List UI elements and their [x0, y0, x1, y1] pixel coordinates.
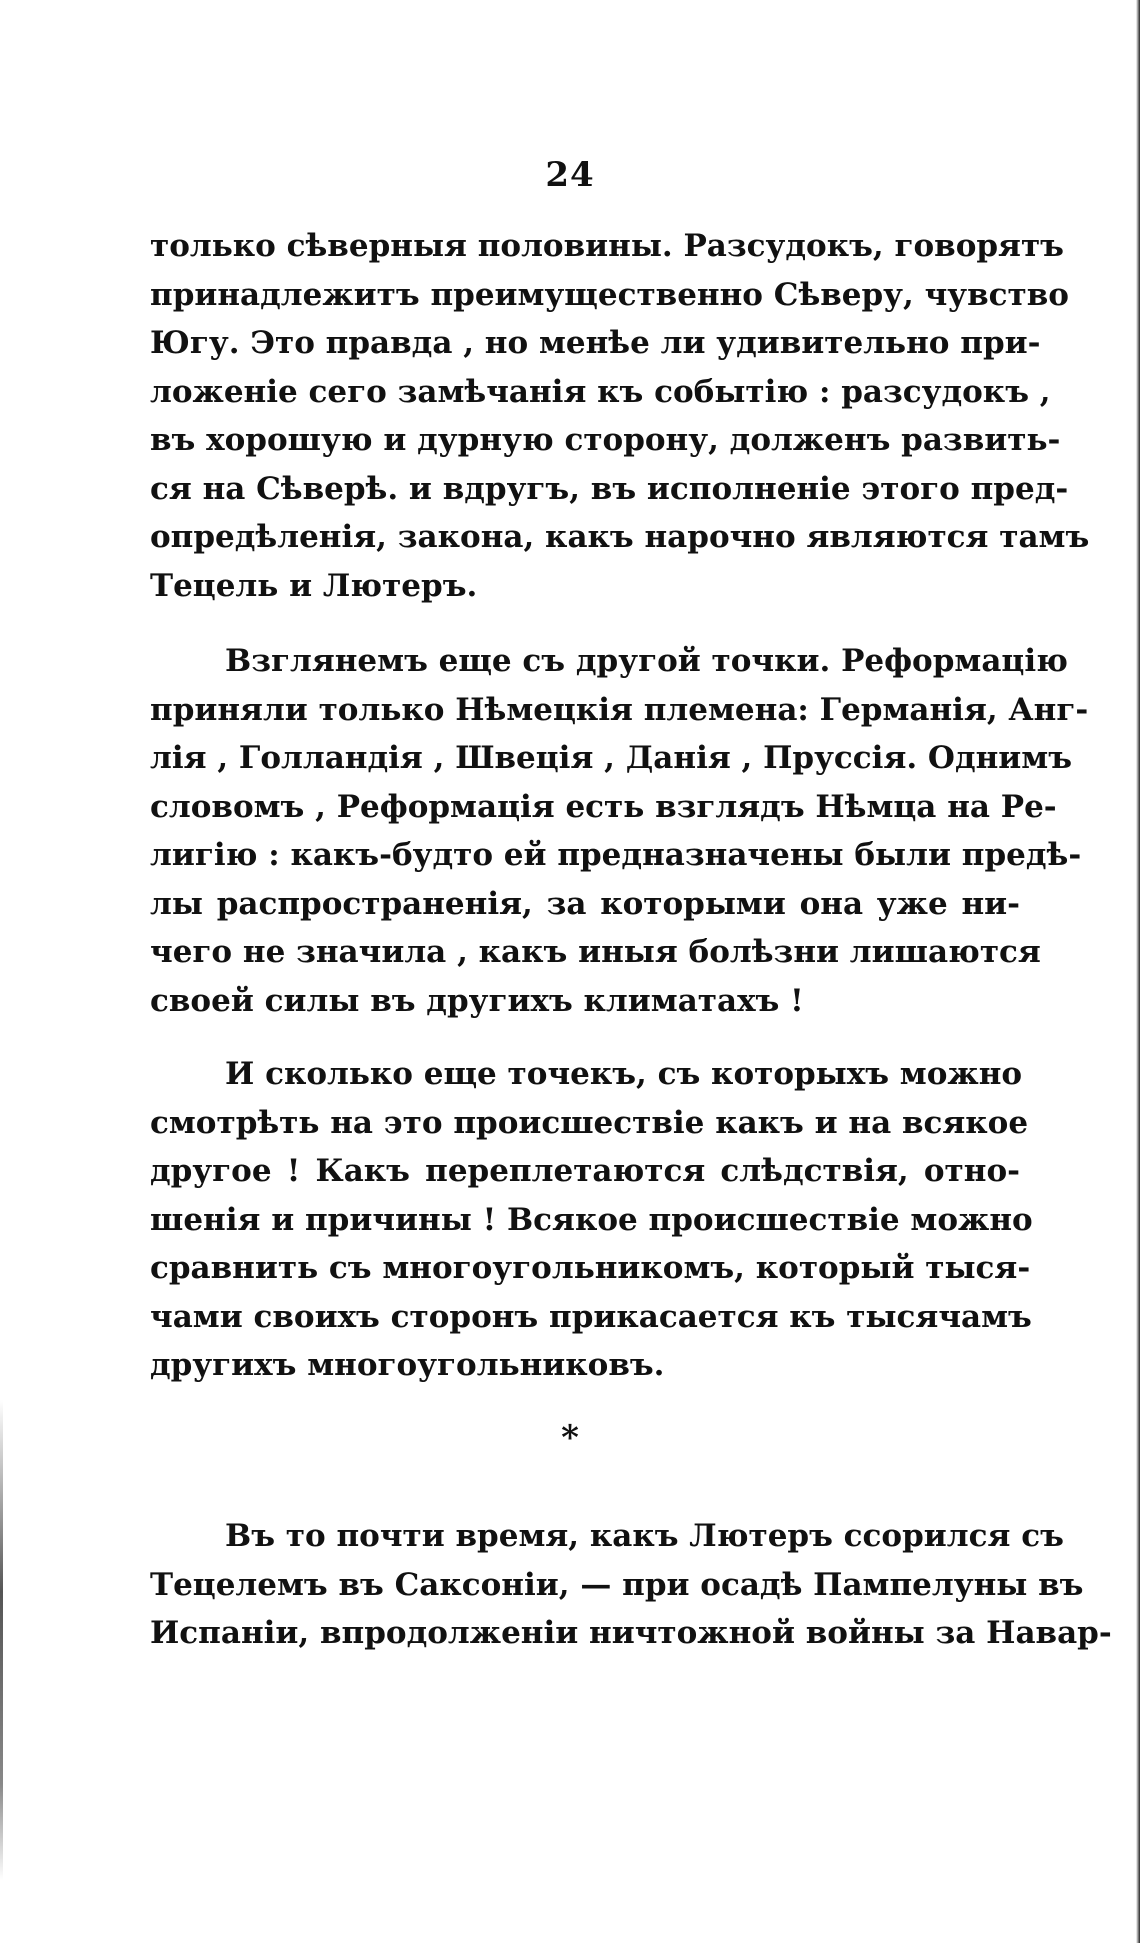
text-line: только сѣверныя половины. Разсудокъ, говорятъ: [150, 228, 1064, 264]
paragraph-2: [150, 637, 1089, 1025]
text-line: словомъ , Реформація есть взглядъ Нѣмца на Ре-: [150, 788, 1057, 825]
text-line: Тецелемъ въ Саксоніи, — при осадѣ Пампелуны въ: [150, 1566, 1084, 1603]
page-number: 24: [545, 155, 595, 195]
text-line: Испаніи, впродолженіи ничтожной войны за Навар-: [150, 1615, 1112, 1651]
paragraph-4: [150, 1512, 1112, 1658]
text-line: шенія и причины ! Всякое происшествіе можно: [150, 1201, 1033, 1238]
text-line: ложеніе сего замѣчанія къ событію : разсудокъ ,: [150, 373, 1051, 410]
text-line: приняли только Нѣмецкія племена: Германія, Анг-: [150, 691, 1089, 728]
text-line: ся на Сѣверѣ. и вдругъ, въ исполненіе этого пред-: [150, 470, 1069, 507]
text-line: сравнить съ многоугольникомъ, который тыся-: [150, 1250, 1031, 1286]
text-line: другое ! Какъ переплетаются слѣдствія, отно-: [150, 1153, 1020, 1189]
text-line: опредѣленія, закона, какъ нарочно являются тамъ: [150, 519, 1090, 555]
text-line: Взглянемъ еще съ другой точки. Реформацію: [225, 643, 1068, 679]
text-line: своей силы въ другихъ климатахъ !: [150, 982, 804, 1019]
text-line: Югу. Это правда , но менѣе ли удивительно при-: [150, 325, 1041, 361]
page-edge-left: [0, 1400, 3, 1880]
text-line: чами своихъ сторонъ прикасается къ тысячамъ: [150, 1298, 1032, 1335]
text-line: въ хорошую и дурную сторону, долженъ развить-: [150, 422, 1061, 458]
text-line: лы распространенія, за которыми она уже ни-: [150, 885, 1020, 922]
paragraph-3: [150, 1050, 1033, 1390]
text-line: Тецель и Лютеръ.: [150, 567, 478, 604]
text-line: другихъ многоугольниковъ.: [150, 1347, 665, 1383]
text-line: лигію : какъ-будто ей предназначены были предѣ-: [150, 837, 1082, 873]
section-separator: *: [561, 1418, 579, 1458]
text-line: принадлежитъ преимущественно Сѣверу, чувство: [150, 276, 1069, 313]
text-line: Въ то почти время, какъ Лютеръ ссорился съ: [225, 1518, 1064, 1554]
text-line: лія , Голландія , Швеція , Данія , Пруссія. Однимъ: [150, 740, 1072, 776]
paragraph-1: [150, 222, 1090, 610]
text-line: смотрѣть на это происшествіе какъ и на всякое: [150, 1104, 1029, 1141]
text-line: чего не значила , какъ иныя болѣзни лишаются: [150, 934, 1041, 970]
text-line: И сколько еще точекъ, съ которыхъ можно: [225, 1056, 1023, 1092]
page-edge-right: [1136, 0, 1140, 1943]
